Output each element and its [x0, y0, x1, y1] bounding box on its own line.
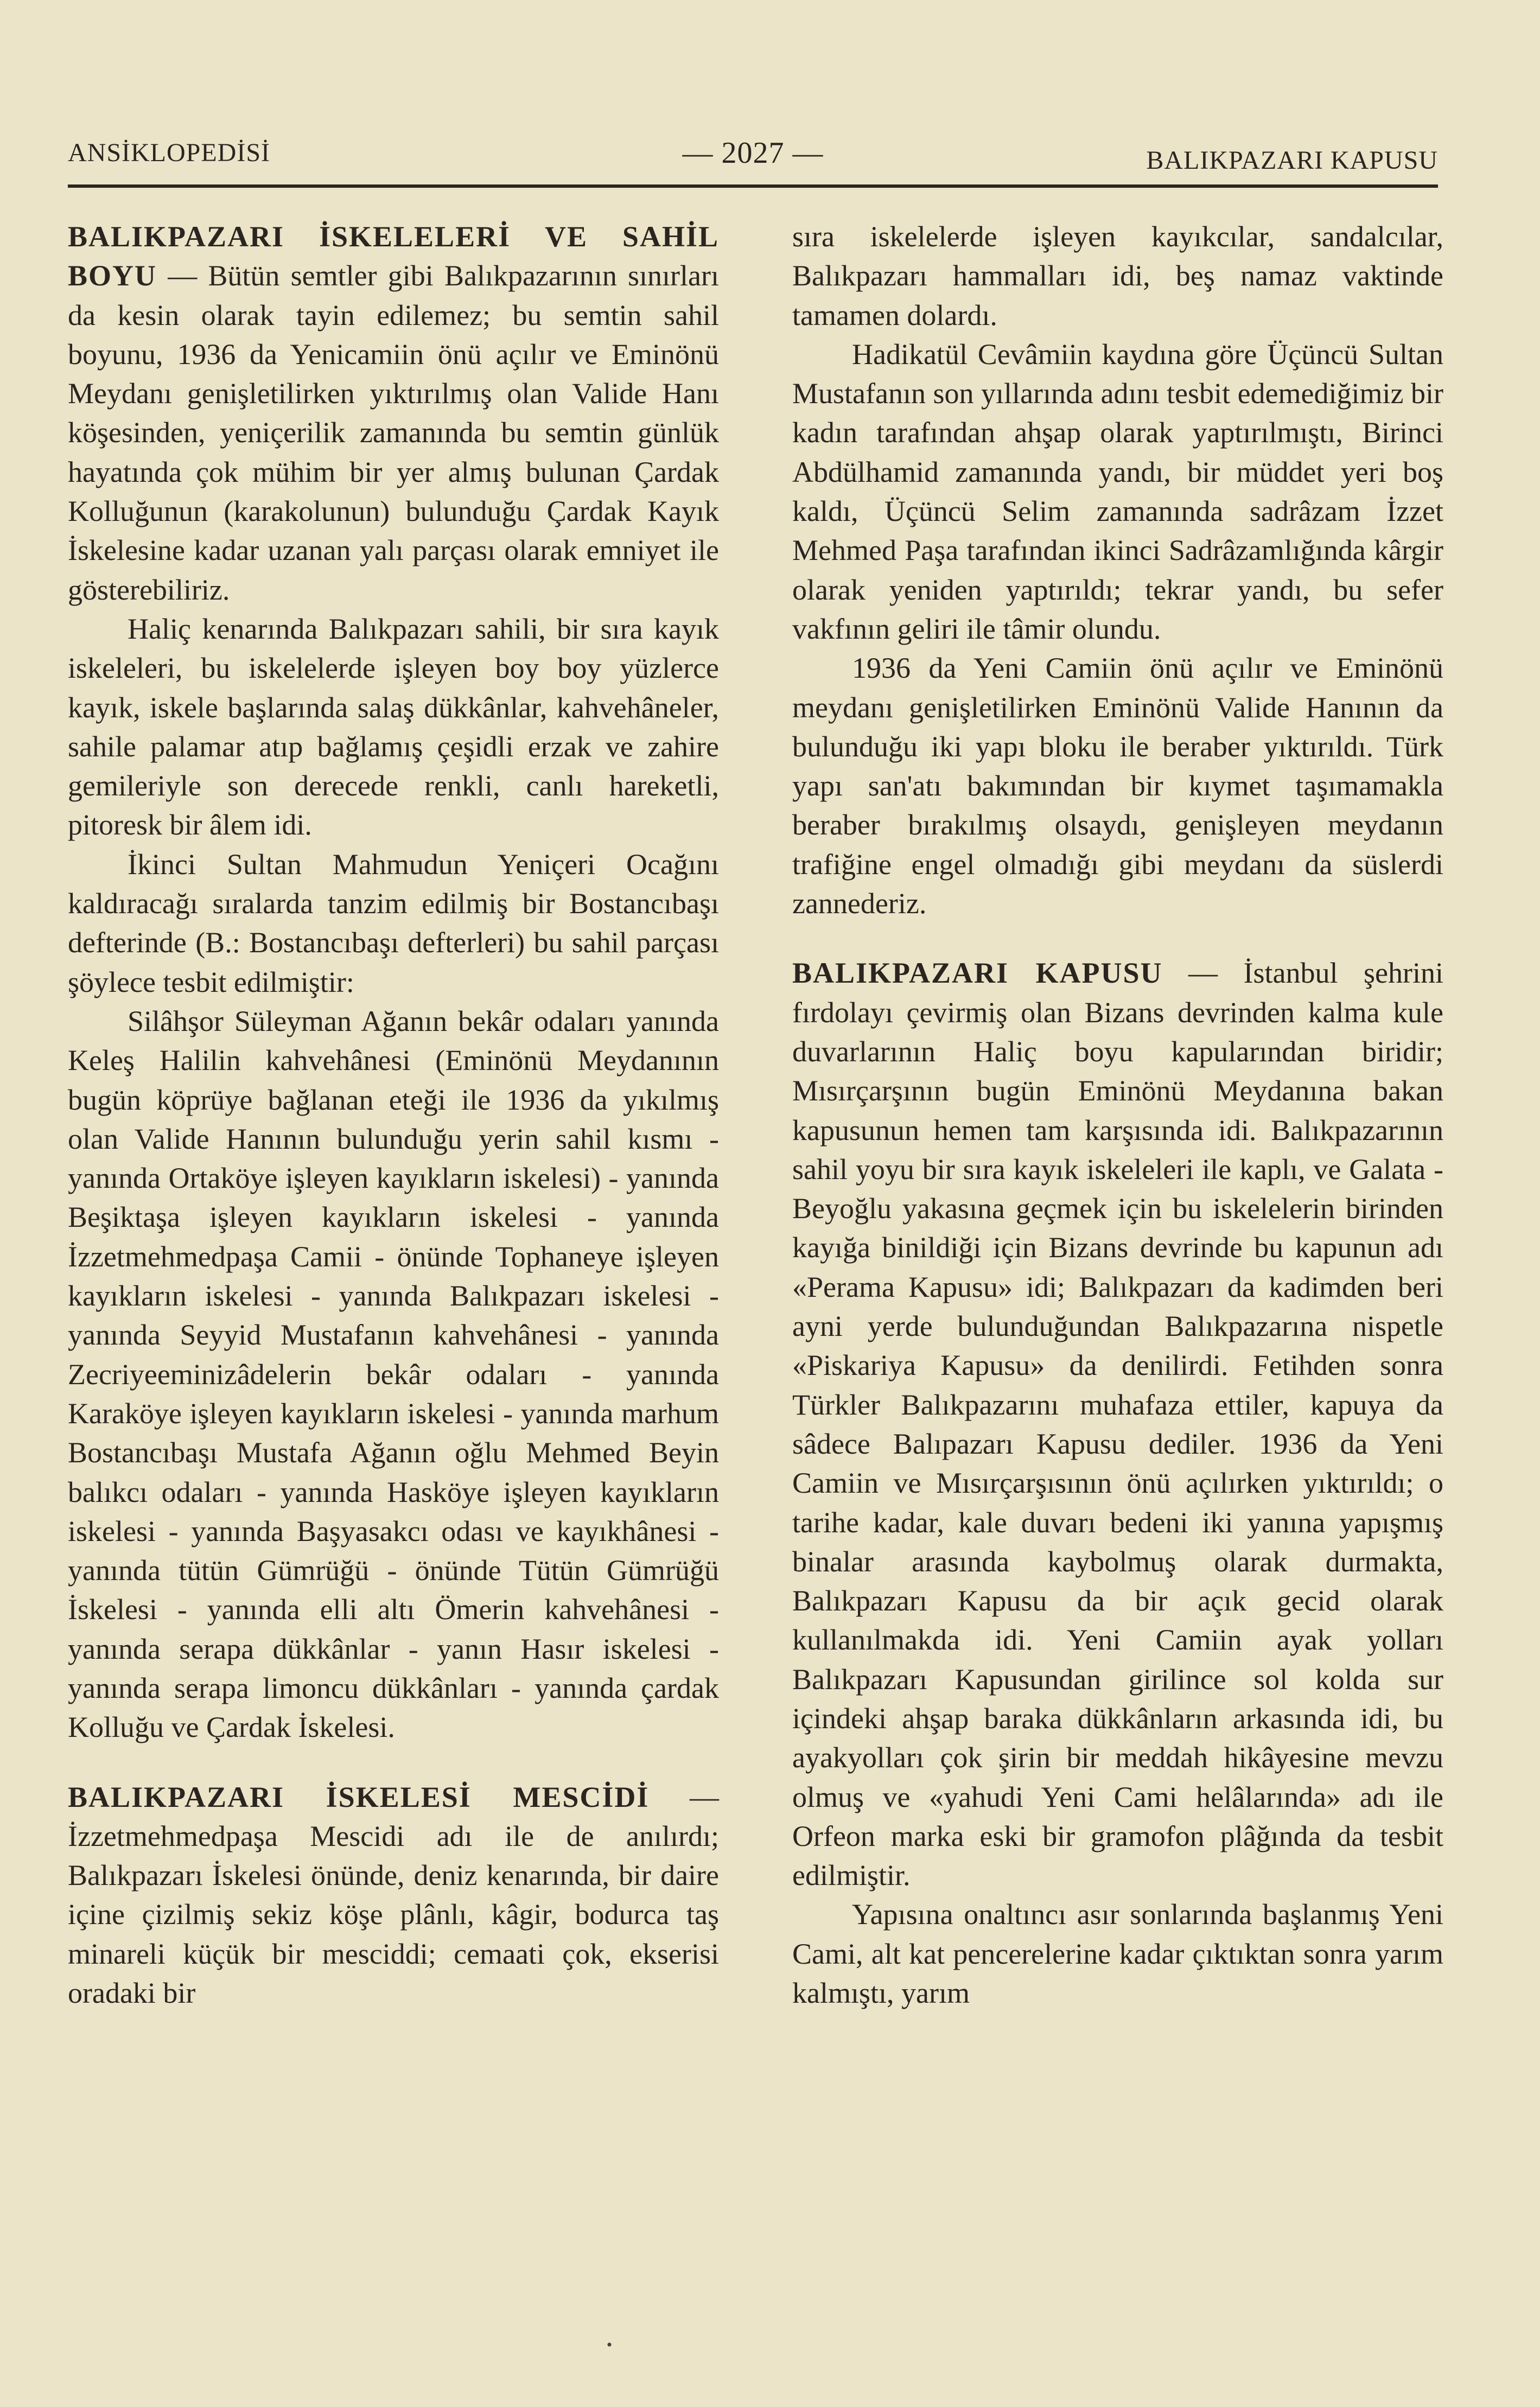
entry-kapusu: [792, 953, 1443, 1895]
entry-mescidi: [68, 1778, 719, 2013]
paragraph: sıra iskelelerde işleyen kayıkcılar, sandalcılar, Balıkpazarı hammalları idi, beş namaz vaktinde tamamen dolardı.: [792, 220, 1443, 332]
page-header: [68, 136, 1438, 179]
header-left-title: ANSİKLOPEDİSİ: [68, 138, 270, 167]
footer-ornament: •: [606, 2336, 613, 2354]
page-number: — 2027 —: [682, 136, 824, 170]
entry-heading: BALIKPAZARI KAPUSU: [792, 957, 1163, 990]
left-column: [68, 217, 719, 2013]
right-column: [792, 217, 1443, 2013]
paragraph: 1936 da Yeni Camiin önü açılır ve Eminönü meydanı genişletilirken Eminönü Valide Hanının da bulunduğu iki yapı bloku ile beraber yıktırıldı. Türk yapı san'atı bakımından bir kıymet taşımamakla beraber bırakılmış olsaydı, genişleyen meydanın trafiğine engel olmadığı gibi meydanı da süslerdi zannederiz.: [792, 652, 1443, 920]
paragraph: Yapısına onaltıncı asır sonlarında başlanmış Yeni Cami, alt kat pencerelerine kadar çıktıktan sonra yarım kalmıştı, yarım: [792, 1898, 1443, 2010]
header-right-title: BALIKPAZARI KAPUSU: [1146, 146, 1438, 175]
entry-text: — İzzetmehmedpaşa Mescidi adı ile de anılırdı; Balıkpazarı İskelesi önünde, deniz kenarında, bir daire içine çizilmiş sekiz köşe plânlı, kâgir, bodurca taş minareli küçük bir mesciddi; cemaati çok, ekserisi oradaki bir: [68, 1780, 720, 2010]
header-rule: [68, 184, 1438, 188]
entry-heading: BALIKPAZARI İSKELELERİ VE SAHİL BOYU: [68, 220, 719, 292]
paragraph: İkinci Sultan Mahmudun Yeniçeri Ocağını kaldıracağı sıralarda tanzim edilmiş bir Bostancıbaşı defterinde (B.: Bostancıbaşı defterleri) bu sahil parçası şöylece tesbit edilmiştir:: [68, 848, 719, 998]
paragraph: Silâhşor Süleyman Ağanın bekâr odaları yanında Keleş Halilin kahvehânesi (Eminönü Meydanının bugün köprüye bağlanan eteği ile 1936 da yıkılmış olan Valide Hanının bulunduğu yerin sahil kısmı - yanında Ortaköye işleyen kayıkların iskelesi) - yanında Beşiktaşa işleyen kayıkların iskelesi - yanında İzzetmehmedpaşa Camii - önünde Tophaneye işleyen kayıkların iskelesi - yanında Balıkpazarı iskelesi - yanında Seyyid Mustafanın kahvehânesi - yanında Zecriyeeminizâdelerin bekâr odaları - yanında Karaköye işleyen kayıkların iskelesi - yanında marhum Bostancıbaşı Mustafa Ağanın oğlu Mehmed Beyin balıkcı odaları - yanında Hasköye işleyen kayıkların iskelesi - yanında Başyasakcı odası ve kayıkhânesi - yanında tütün Gümrüğü - önünde Tütün Gümrüğü İskelesi - yanında elli altı Ömerin kahvehânesi - yanında serapa dükkânlar - yanın Hasır iskelesi - yanında serapa limoncu dükkânları - yanında çardak Kolluğu ve Çardak İskelesi.: [68, 1004, 719, 1744]
paragraph: Hadikatül Cevâmiin kaydına göre Üçüncü Sultan Mustafanın son yıllarında adını tesbit edemediğimiz bir kadın tarafından ahşap olarak yaptırılmıştı, Birinci Abdülhamid zamanında yandı, bir müddet yeri boş kaldı, Üçüncü Selim zamanında sadrâzam İzzet Mehmed Paşa tarafından ikinci Sadrâzamlığında kârgir olarak yeniden yaptırıldı; tekrar yandı, bu sefer vakfının geliri ile tâmir olundu.: [792, 338, 1443, 645]
paragraph: Haliç kenarında Balıkpazarı sahili, bir sıra kayık iskeleleri, bu iskelelerde işleyen boy boy yüzlerce kayık, iskele başlarında salaş dükkânlar, kahvehâneler, sahile palamar atıp bağlamış çeşidli erzak ve zahire gemileriyle son derecede renkli, canlı hareketli, pitoresk bir âlem idi.: [68, 612, 719, 842]
entry-text: — İstanbul şehrini fırdolayı çevirmiş olan Bizans devrinden kalma kule duvarlarının Haliç boyu kapularından biridir; Mısırçarşının bugün Eminönü Meydanına bakan kapusunun hemen tam karşısında idi. Balıkpazarının sahil yoyu bir sıra kayık iskeleleri ile kaplı, ve Galata - Beyoğlu yakasına geçmek için bu iskelelerin birinden kayığa binildiği için Bizans devrinde bu kapunun adı «Perama Kapusu» idi; Balıkpazarı da kadimden beri ayni yerde bulunduğundan Balıkpazarına nispetle «Piskariya Kapusu» da denilirdi. Fetihden sonra Türkler Balıkpazarını muhafaza ettiler, kapuya da sâdece Balıpazarı Kapusu dediler. 1936 da Yeni Camiin ve Mısırçarşısının önü açılırken yıktırıldı; o tarihe kadar, kale duvarı bedeni iki yanına yapışmış binalar arasında kaybolmuş olarak durmakta, Balıkpazarı Kapusu da bir açık gecid olarak kullanılmakda idi. Yeni Camiin ayak yolları Balıkpazarı Kapusundan girilince sol kolda sur içindeki ahşap baraka dükkânların arkasında idi, bu ayakyolları çok şirin bir meddah hikâyesine mevzu olmuş ve «yahudi Yeni Cami helâlarında» adı ile Orfeon marka eski bir gramofon plâğında da tesbit edilmiştir.: [792, 957, 1443, 1892]
entry-heading: BALIKPAZARI İSKELESİ MESCİDİ: [68, 1780, 650, 1813]
entry-iskeleleri: [68, 217, 719, 609]
entry-text: — Bütün semtler gibi Balıkpazarının sınırları da kesin olarak tayin edilemez; bu semtin sahil boyunu, 1936 da Yenicamiin önü açılır ve Eminönü Meydanı genişletilirken yıktırılmış olan Valide Hanı köşesinden, yeniçerilik zamanında bu semtin günlük hayatında çok mühim bir yer almış bulunan Çardak Kolluğunun (karakolunun) bulunduğu Çardak Kayık İskelesine kadar uzanan yalı parçası olarak emniyet ile gösterebiliriz.: [68, 259, 719, 606]
